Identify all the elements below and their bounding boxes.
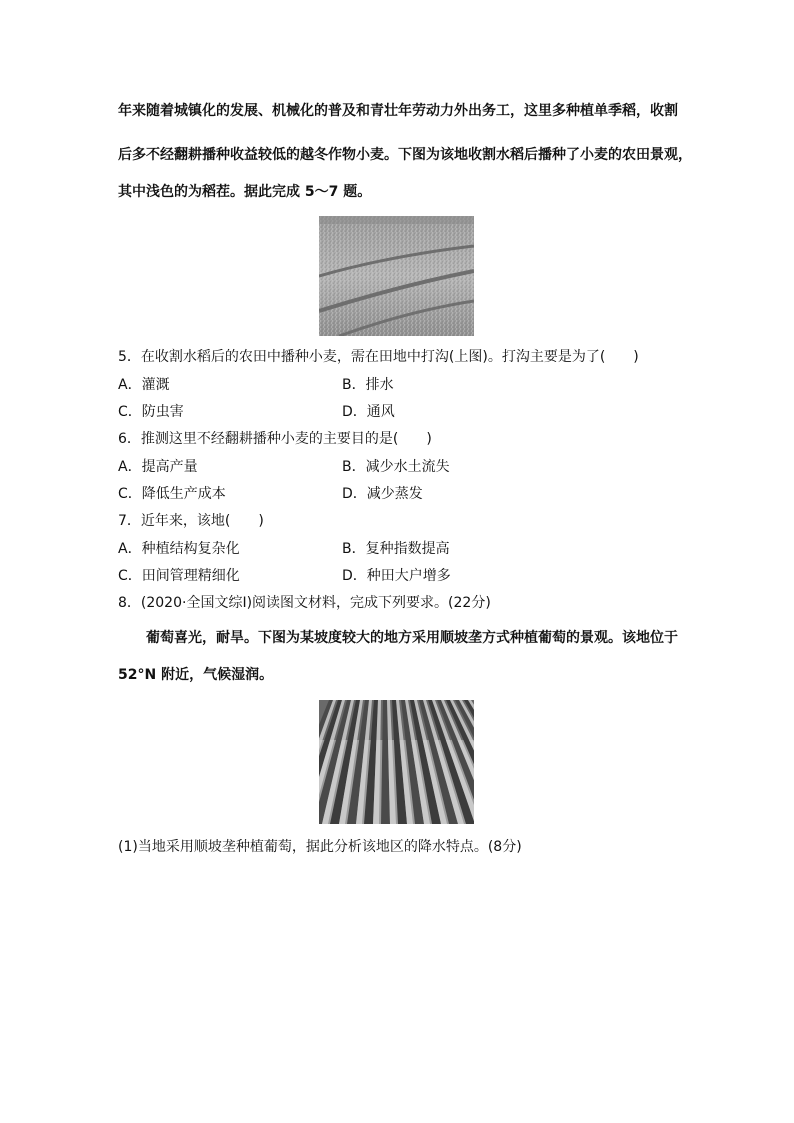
intro-line-2: 后多不经翻耕播种收益较低的越冬作物小麦。下图为该地收割水稻后播种了小麦的农田景观， [118, 147, 692, 163]
field-photo [319, 216, 474, 336]
q6-option-a: A．提高产量 [118, 459, 198, 475]
q5-option-c: C．防虫害 [118, 404, 184, 420]
q6-option-d: D．减少蒸发 [342, 486, 423, 502]
q7-option-d: D．种田大户增多 [342, 568, 451, 584]
q7-option-b: B．复种指数提高 [342, 541, 450, 557]
q8-material-line-2: 52°N 附近，气候湿润。 [118, 667, 274, 683]
q5-stem: 5．在收割水稻后的农田中播种小麦，需在田地中打沟(上图)。打沟主要是为了( ) [118, 349, 639, 365]
q8-material-line-1: 葡萄喜光，耐旱。下图为某坡度较大的地方采用顺坡垄方式种植葡萄的景观。该地位于 [146, 630, 678, 646]
vineyard-photo [319, 700, 474, 824]
q6-option-c: C．降低生产成本 [118, 486, 226, 502]
q8-stem: 8．(2020·全国文综Ⅰ)阅读图文材料，完成下列要求。(22分) [118, 595, 491, 611]
q8-sub-question-1: (1)当地采用顺坡垄种植葡萄，据此分析该地区的降水特点。(8分) [118, 839, 522, 855]
q6-option-b: B．减少水土流失 [342, 459, 450, 475]
q7-option-a: A．种植结构复杂化 [118, 541, 240, 557]
intro-line-3: 其中浅色的为稻茬。据此完成 5～7 题。 [118, 184, 372, 200]
intro-line-1: 年来随着城镇化的发展、机械化的普及和青壮年劳动力外出务工，这里多种植单季稻，收割 [118, 103, 678, 119]
q5-option-a: A．灌溉 [118, 377, 170, 393]
q6-stem: 6．推测这里不经翻耕播种小麦的主要目的是( ) [118, 431, 432, 447]
q7-option-c: C．田间管理精细化 [118, 568, 240, 584]
q5-option-d: D．通风 [342, 404, 395, 420]
q5-option-b: B．排水 [342, 377, 394, 393]
q7-stem: 7．近年来，该地( ) [118, 513, 264, 529]
